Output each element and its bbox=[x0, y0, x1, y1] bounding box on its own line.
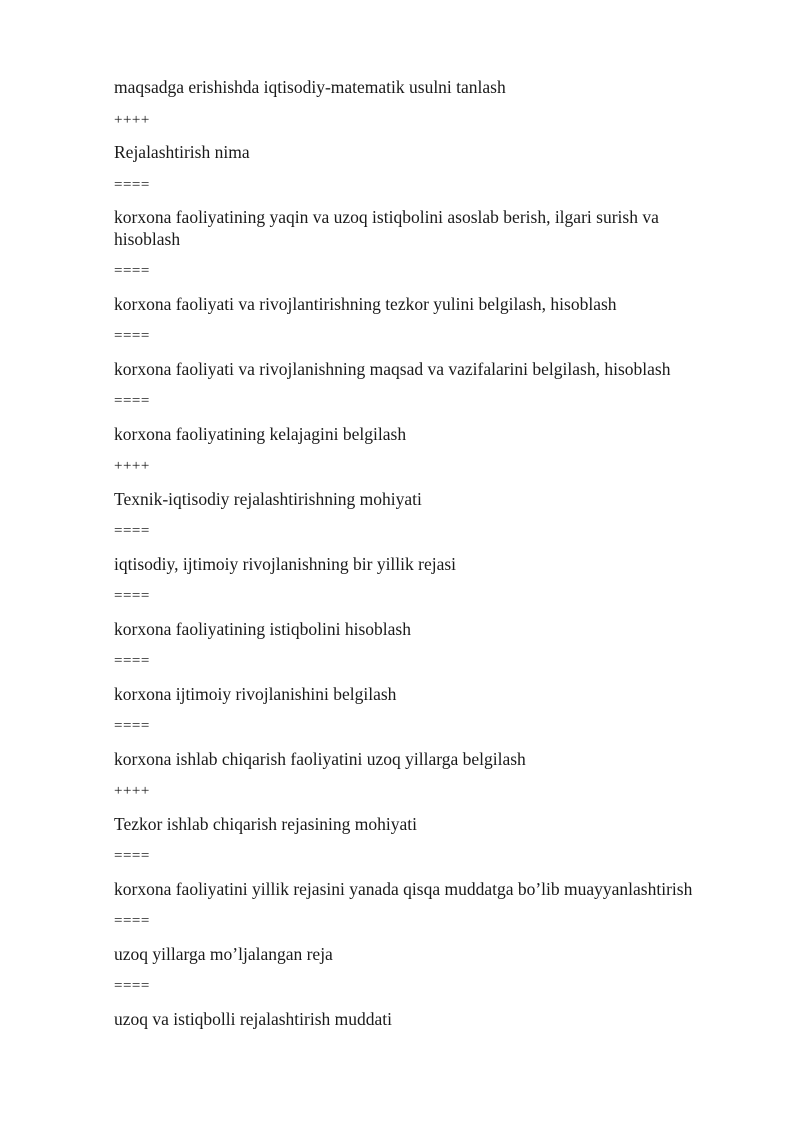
answer-separator: ==== bbox=[114, 328, 150, 344]
document-line: maqsadga erishishda iqtisodiy-matematik usulni tanlash bbox=[114, 77, 506, 97]
answer-separator: ==== bbox=[114, 176, 150, 193]
document-line: uzoq yillarga mo’ljalangan reja bbox=[114, 943, 333, 964]
document-line: korxona ishlab chiqarish faoliyatini uzoq yillarga belgilash bbox=[114, 748, 526, 769]
document-line: korxona faoliyati va rivojlantirishning tezkor yulini belgilash, hisoblash bbox=[114, 293, 617, 314]
answer-option: korxona faoliyatining yaqin va uzoq istiqbolini asoslab berish, ilgari surish va hisoblash bbox=[114, 207, 659, 249]
document-line: uzoq va istiqbolli rejalashtirish muddati bbox=[114, 1008, 393, 1029]
document-line: korxona faoliyatini yillik rejasini yanada qisqa muddatga bo’lib muayyanlashtirish bbox=[114, 878, 693, 899]
document-line: korxona faoliyatining kelajagini belgilash bbox=[114, 423, 407, 444]
document-line: Texnik-iqtisodiy rejalashtirishning mohiyati bbox=[114, 488, 422, 509]
answer-separator: ==== bbox=[114, 718, 150, 734]
document-line: korxona ijtimoiy rivojlanishini belgilash bbox=[114, 683, 397, 704]
question-separator: ++++ bbox=[114, 458, 150, 474]
answer-separator: ==== bbox=[114, 913, 150, 929]
document-line: Rejalashtirish nima bbox=[114, 142, 250, 162]
answer-separator: ==== bbox=[114, 653, 150, 669]
document-body bbox=[114, 76, 754, 1040]
document-line: Tezkor ishlab chiqarish rejasining mohiyati bbox=[114, 813, 418, 834]
document-line: korxona faoliyati va rivojlanishning maqsad va vazifalarini belgilash, hisoblash bbox=[114, 358, 671, 379]
question-separator: ++++ bbox=[114, 111, 150, 128]
answer-separator: ==== bbox=[114, 393, 150, 409]
answer-separator: ==== bbox=[114, 523, 150, 539]
answer-separator: ==== bbox=[114, 588, 150, 604]
question-separator: ++++ bbox=[114, 783, 150, 799]
answer-separator: ==== bbox=[114, 848, 150, 864]
answer-separator: ==== bbox=[114, 263, 150, 279]
document-line: iqtisodiy, ijtimoiy rivojlanishning bir yillik rejasi bbox=[114, 553, 457, 574]
document-line: korxona faoliyatining istiqbolini hisoblash bbox=[114, 618, 411, 639]
answer-separator: ==== bbox=[114, 978, 150, 994]
